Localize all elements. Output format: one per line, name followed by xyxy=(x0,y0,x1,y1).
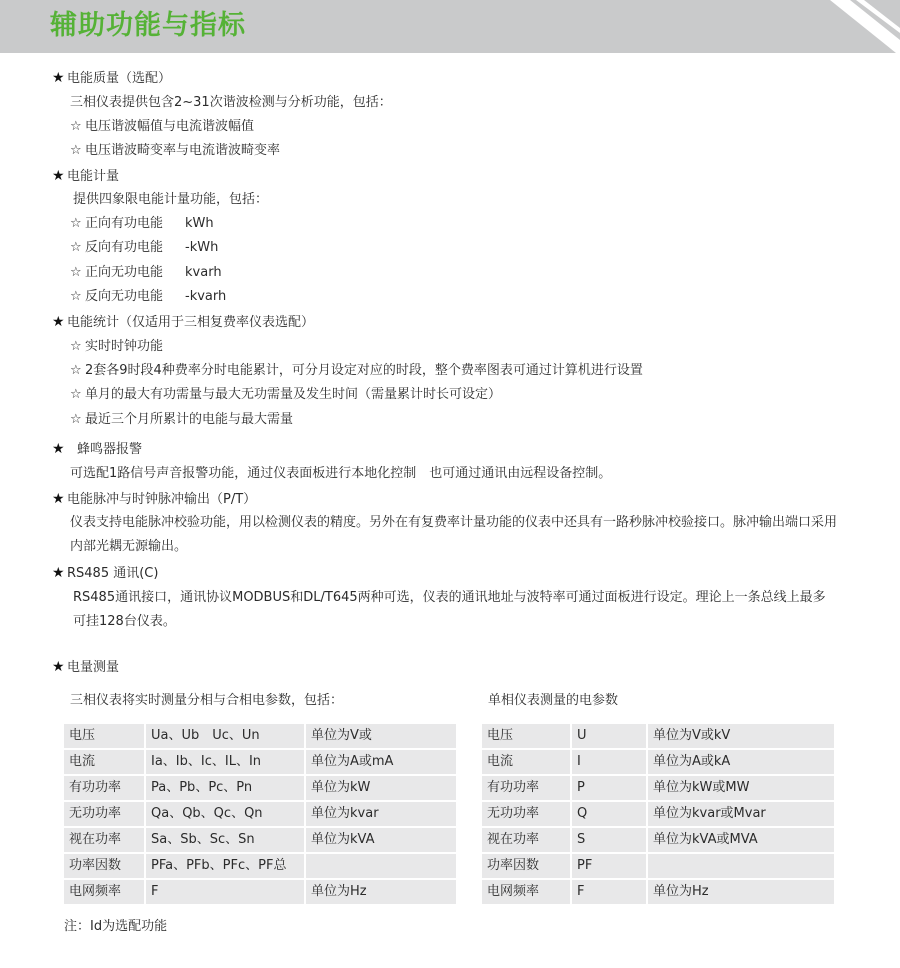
table-row xyxy=(482,802,834,828)
star-icon: ★ xyxy=(52,565,65,581)
param-unit-cell: 单位为V或 xyxy=(306,724,456,750)
section-buzzer-title: ★ 蜂鸣器报警 xyxy=(52,441,143,457)
list-item: ☆ 正向有功电能 kWh xyxy=(70,216,214,231)
star-icon: ★ xyxy=(52,659,65,675)
pulse-text: 仪表支持电能脉冲校验功能，用以检测仪表的精度。另外在有复费率计量功能的仪表中还具有一路秒脉冲校验接口。脉冲输出端口采用内部光耦无源输出。 xyxy=(70,515,838,554)
param-symbol-cell: P xyxy=(572,776,648,802)
table-row xyxy=(482,750,834,776)
list-item: ☆ 正向无功电能 kvarh xyxy=(70,265,222,280)
energy-metering-intro: 提供四象限电能计量功能，包括： xyxy=(73,192,269,207)
param-symbol-cell: PFa、PFb、PFc、PF总 xyxy=(146,854,306,880)
hollow-star-icon: ☆ xyxy=(70,363,82,378)
star-icon: ★ xyxy=(52,441,65,457)
rs485-text: RS485通讯接口，通讯协议MODBUS和DL/T645两种可选，仪表的通讯地址与波特率可通过面板进行设定。理论上一条总线上最多可挂128台仪表。 xyxy=(73,590,826,629)
list-item: ☆ 2套各9时段4种费率分时电能累计，可分月设定对应的时段，整个费率图表可通过计算机进行设置 xyxy=(70,363,643,378)
hollow-star-icon: ☆ xyxy=(70,240,82,255)
param-unit-cell: 单位为Hz xyxy=(306,880,456,906)
list-item: ☆ 反向有功电能 -kWh xyxy=(70,240,219,255)
param-unit-cell: 单位为V或kV xyxy=(648,724,834,750)
table-row xyxy=(482,828,834,854)
three-phase-table xyxy=(64,724,456,906)
table-row xyxy=(64,776,456,802)
param-unit-cell: 单位为A或kA xyxy=(648,750,834,776)
hollow-star-icon: ☆ xyxy=(70,119,82,134)
param-symbol-cell: Sa、Sb、Sc、Sn xyxy=(146,828,306,854)
list-item: ☆ 电压谐波幅值与电流谐波幅值 xyxy=(70,119,255,134)
param-unit-cell: 单位为A或mA xyxy=(306,750,456,776)
list-item: ☆ 电压谐波畸变率与电流谐波畸变率 xyxy=(70,143,281,158)
param-name-cell: 电压 xyxy=(64,724,146,750)
section-energy-stats-title: ★ 电能统计（仅适用于三相复费率仪表选配） xyxy=(52,314,315,330)
param-name-cell: 有功功率 xyxy=(482,776,572,802)
param-unit-cell: 单位为kVA或MVA xyxy=(648,828,834,854)
param-symbol-cell: PF xyxy=(572,854,648,880)
hollow-star-icon: ☆ xyxy=(70,387,82,402)
list-item: ☆ 反向无功电能 -kvarh xyxy=(70,289,227,304)
param-name-cell: 电网频率 xyxy=(482,880,572,906)
star-icon: ★ xyxy=(52,491,65,507)
param-symbol-cell: Qa、Qb、Qc、Qn xyxy=(146,802,306,828)
param-name-cell: 视在功率 xyxy=(64,828,146,854)
param-symbol-cell: Pa、Pb、Pc、Pn xyxy=(146,776,306,802)
param-unit-cell: 单位为Hz xyxy=(648,880,834,906)
param-unit-cell: 单位为kvar或Mvar xyxy=(648,802,834,828)
param-name-cell: 有功功率 xyxy=(64,776,146,802)
table-row xyxy=(482,776,834,802)
param-symbol-cell: S xyxy=(572,828,648,854)
param-unit-cell: 单位为kVA xyxy=(306,828,456,854)
param-symbol-cell: I xyxy=(572,750,648,776)
corner-decoration xyxy=(830,0,900,53)
param-name-cell: 电压 xyxy=(482,724,572,750)
single-phase-intro: 单相仪表测量的电参数 xyxy=(488,693,619,708)
hollow-star-icon: ☆ xyxy=(70,216,82,231)
section-energy-metering-title: ★ 电能计量 xyxy=(52,168,120,184)
hollow-star-icon: ☆ xyxy=(70,412,82,427)
star-icon: ★ xyxy=(52,70,65,86)
param-unit-cell xyxy=(648,854,834,880)
table-row xyxy=(482,880,834,906)
section-measurement-title: ★ 电量测量 xyxy=(52,659,120,675)
power-quality-intro: 三相仪表提供包含2~31次谐波检测与分析功能，包括： xyxy=(70,95,392,110)
table-row xyxy=(64,854,456,880)
single-phase-table xyxy=(482,724,834,906)
param-unit-cell xyxy=(306,854,456,880)
param-name-cell: 功率因数 xyxy=(64,854,146,880)
hollow-star-icon: ☆ xyxy=(70,339,82,354)
section-rs485-title: ★ RS485 通讯(C) xyxy=(52,565,159,581)
param-name-cell: 电流 xyxy=(64,750,146,776)
hollow-star-icon: ☆ xyxy=(70,265,82,280)
param-symbol-cell: F xyxy=(572,880,648,906)
section-power-quality-title: ★ 电能质量（选配） xyxy=(52,70,172,86)
list-item: ☆ 实时时钟功能 xyxy=(70,339,164,354)
param-unit-cell: 单位为kW或MW xyxy=(648,776,834,802)
param-symbol-cell: U xyxy=(572,724,648,750)
star-icon: ★ xyxy=(52,314,65,330)
param-name-cell: 功率因数 xyxy=(482,854,572,880)
hollow-star-icon: ☆ xyxy=(70,289,82,304)
table-row xyxy=(482,724,834,750)
footnote: 注：Id为选配功能 xyxy=(64,919,168,934)
three-phase-intro: 三相仪表将实时测量分相与合相电参数，包括： xyxy=(70,693,344,708)
param-name-cell: 视在功率 xyxy=(482,828,572,854)
table-row xyxy=(64,802,456,828)
list-item: ☆ 最近三个月所累计的电能与最大需量 xyxy=(70,412,294,427)
star-icon: ★ xyxy=(52,168,65,184)
buzzer-text: 可选配1路信号声音报警功能，通过仪表面板进行本地化控制 也可通过通讯由远程设备控制。 xyxy=(70,466,612,481)
table-row xyxy=(482,854,834,880)
table-row xyxy=(64,828,456,854)
param-name-cell: 电流 xyxy=(482,750,572,776)
section-pulse-title: ★ 电能脉冲与时钟脉冲输出（P/T） xyxy=(52,491,257,507)
table-row xyxy=(64,880,456,906)
param-name-cell: 无功功率 xyxy=(482,802,572,828)
page-header xyxy=(0,0,900,53)
page-title: 辅助功能与指标 xyxy=(50,10,246,41)
table-row xyxy=(64,724,456,750)
hollow-star-icon: ☆ xyxy=(70,143,82,158)
param-symbol-cell: Q xyxy=(572,802,648,828)
param-unit-cell: 单位为kW xyxy=(306,776,456,802)
param-symbol-cell: F xyxy=(146,880,306,906)
param-name-cell: 无功功率 xyxy=(64,802,146,828)
param-symbol-cell: Ia、Ib、Ic、IL、In xyxy=(146,750,306,776)
param-name-cell: 电网频率 xyxy=(64,880,146,906)
table-row xyxy=(64,750,456,776)
param-unit-cell: 单位为kvar xyxy=(306,802,456,828)
param-symbol-cell: Ua、Ub Uc、Un xyxy=(146,724,306,750)
list-item: ☆ 单月的最大有功需量与最大无功需量及发生时间（需量累计时长可设定） xyxy=(70,387,502,402)
